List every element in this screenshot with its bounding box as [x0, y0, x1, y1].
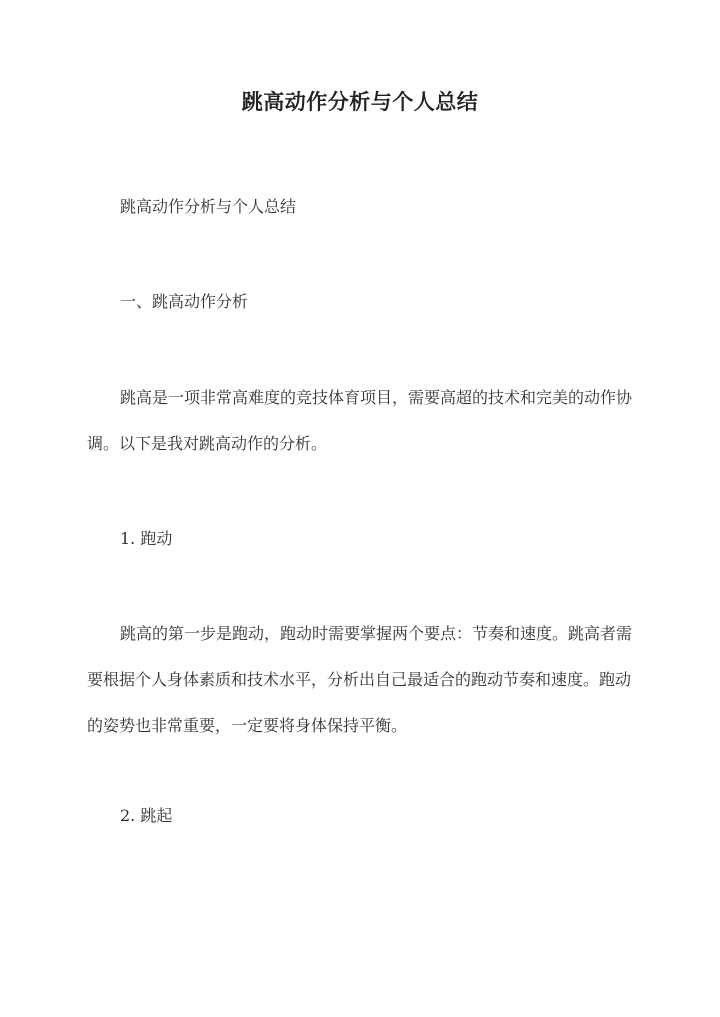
intro-paragraph: 跳高是一项非常高难度的竞技体育项目，需要高超的技术和完美的动作协调。以下是我对跳高动作的分析。	[87, 388, 633, 453]
section-heading-analysis: 一、跳高动作分析	[120, 292, 249, 311]
run-paragraph: 跳高的第一步是跑动，跑动时需要掌握两个要点：节奏和速度。跳高者需要根据个人身体素质和技术水平，分析出自己最适合的跑动节奏和速度。跑动的姿势也非常重要，一定要将身体保持平衡。	[87, 624, 633, 735]
item-heading-run: 1. 跑动	[120, 529, 173, 548]
item-heading-jump: 2. 跳起	[120, 806, 173, 825]
document-subtitle: 跳高动作分析与个人总结	[120, 197, 297, 216]
document-title: 跳高动作分析与个人总结	[241, 89, 479, 114]
